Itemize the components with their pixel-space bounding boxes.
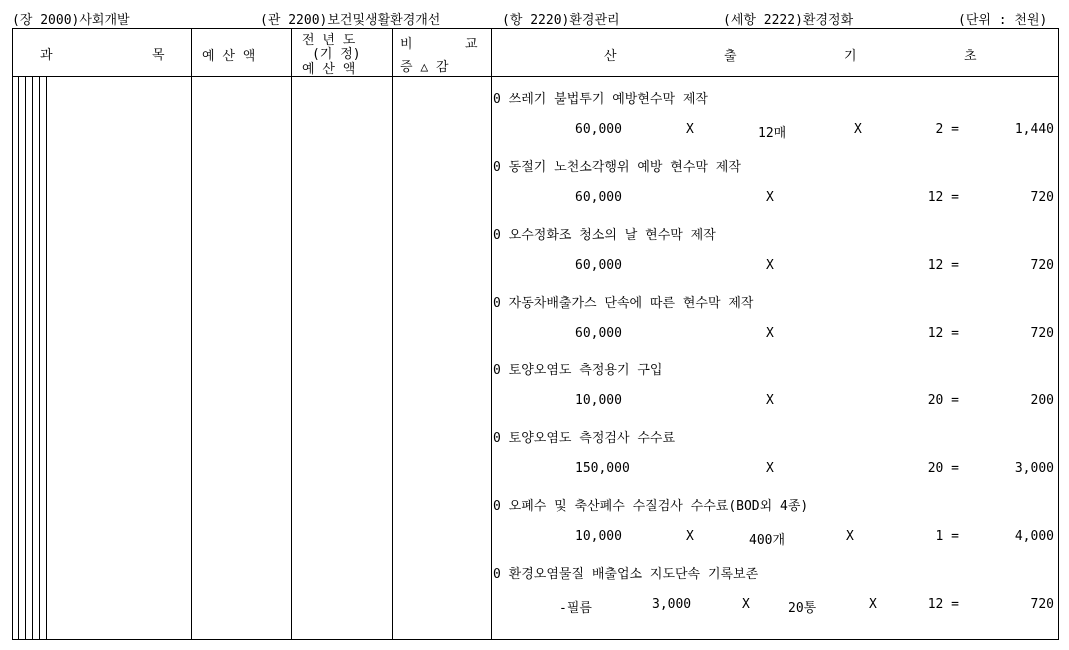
basis-header-char: 초 (964, 49, 977, 64)
subject-nest-line (18, 77, 19, 640)
multiply-sign: X (766, 393, 774, 408)
multiply-sign: X (766, 461, 774, 476)
unit-price: 3,000 (652, 597, 692, 612)
subject-nest-line (46, 77, 47, 640)
amount: 720 (1030, 190, 1054, 205)
item-description-text: 0 환경오염물질 배출업소 지도단속 기록보존 (493, 567, 759, 582)
item-description-text: 0 오폐수 및 축산폐수 수질검사 수수료(BOD외 4종) (493, 499, 809, 514)
item-description-text: 0 토양오염도 측정검사 수수료 (493, 431, 676, 446)
unit-price: 150,000 (575, 461, 630, 476)
multiply-sign: X (686, 529, 694, 544)
item-calculation (493, 597, 1059, 617)
item-description (493, 359, 1059, 379)
item-calculation (493, 258, 1059, 278)
times-equals: 20 = (927, 393, 959, 408)
section-label: (관 2200)보건및생활환경개선 (260, 13, 441, 28)
column-divider (191, 28, 192, 640)
basis-header-char: 출 (724, 49, 737, 64)
item-description (493, 224, 1059, 244)
item-description-text: 0 동절기 노천소각행위 예방 현수막 제작 (493, 160, 741, 175)
column-divider (491, 28, 492, 640)
item-description (493, 427, 1059, 447)
subject-nest-line (39, 77, 40, 640)
unit-price: 10,000 (575, 529, 622, 544)
unit-price: 60,000 (575, 258, 622, 273)
column-divider (291, 28, 292, 640)
multiply-sign: X (854, 122, 862, 137)
amount: 720 (1030, 326, 1054, 341)
amount: 200 (1030, 393, 1054, 408)
compare-header-bottom: 증 △ 감 (400, 60, 449, 75)
item-calculation (493, 461, 1059, 481)
sub-item-label: -필름 (559, 601, 592, 616)
item-description (493, 156, 1059, 176)
subject-nest-line (25, 77, 26, 640)
quantity: 12매 (758, 126, 787, 141)
prev-budget-header-line3: 예 산 액 (302, 62, 356, 77)
budget-header: 예 산 액 (202, 49, 256, 64)
item-description-text: 0 자동차배출가스 단속에 따른 현수막 제작 (493, 296, 754, 311)
item-description-text: 0 오수정화조 청소의 날 현수막 제작 (493, 228, 716, 243)
times-equals: 20 = (927, 461, 959, 476)
item-description (493, 495, 1059, 515)
item-description (493, 88, 1059, 108)
item-calculation (493, 326, 1059, 346)
subject-header-left: 과 (40, 48, 53, 63)
prev-budget-header-line2: (기 정) (312, 47, 361, 62)
amount: 3,000 (1014, 461, 1054, 476)
unit-price: 10,000 (575, 393, 622, 408)
compare-header-top-right: 교 (465, 37, 478, 52)
compare-header-top-left: 비 (400, 37, 413, 52)
item-description-text: 0 토양오염도 측정용기 구입 (493, 363, 663, 378)
item-calculation (493, 393, 1059, 413)
item-calculation (493, 190, 1059, 210)
times-equals: 12 = (927, 190, 959, 205)
header-divider (12, 76, 1059, 77)
amount: 1,440 (1014, 122, 1054, 137)
amount: 720 (1030, 258, 1054, 273)
multiply-sign: X (742, 597, 750, 612)
basis-header-char: 기 (844, 49, 857, 64)
item-label: (항 2220)환경관리 (502, 13, 620, 28)
unit-price: 60,000 (575, 122, 622, 137)
times-equals: 1 = (935, 529, 959, 544)
subject-header-right: 목 (152, 48, 165, 63)
item-description (493, 292, 1059, 312)
basis-header-char: 산 (604, 49, 617, 64)
unit-price: 60,000 (575, 190, 622, 205)
times-equals: 12 = (927, 597, 959, 612)
times-equals: 2 = (935, 122, 959, 137)
amount: 4,000 (1014, 529, 1054, 544)
item-calculation (493, 529, 1059, 549)
subject-nest-line (32, 77, 33, 640)
quantity: 400개 (749, 533, 786, 548)
subitem-label: (세항 2222)환경정화 (723, 13, 854, 28)
multiply-sign: X (766, 190, 774, 205)
chapter-label: (장 2000)사회개발 (12, 13, 130, 28)
multiply-sign: X (766, 258, 774, 273)
column-divider (392, 28, 393, 640)
multiply-sign: X (869, 597, 877, 612)
amount: 720 (1030, 597, 1054, 612)
unit-label: (단위 : 천원) (958, 13, 1048, 28)
item-description-text: 0 쓰레기 불법투기 예방현수막 제작 (493, 92, 708, 107)
times-equals: 12 = (927, 326, 959, 341)
multiply-sign: X (686, 122, 694, 137)
multiply-sign: X (846, 529, 854, 544)
unit-price: 60,000 (575, 326, 622, 341)
times-equals: 12 = (927, 258, 959, 273)
item-calculation (493, 122, 1059, 142)
multiply-sign: X (766, 326, 774, 341)
prev-budget-header-line1: 전 년 도 (302, 33, 356, 48)
item-description (493, 563, 1059, 583)
quantity: 20통 (788, 601, 817, 616)
